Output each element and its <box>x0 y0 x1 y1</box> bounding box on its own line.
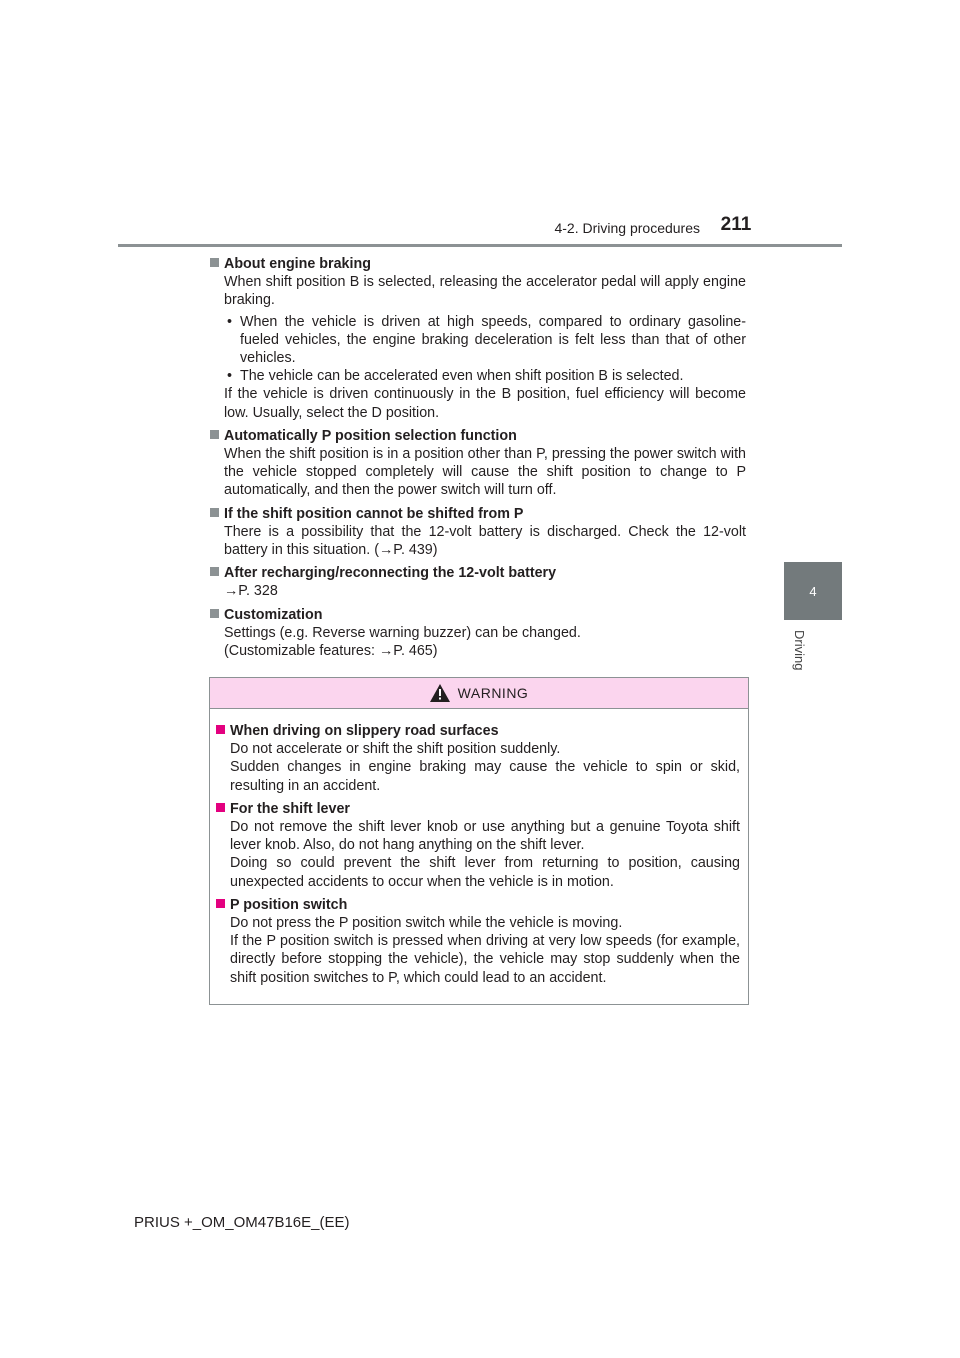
section-body <box>210 445 746 500</box>
square-bullet-icon <box>216 899 225 908</box>
warning-triangle-icon <box>430 684 450 702</box>
bullet-list <box>224 313 746 386</box>
section-cannot-shift <box>210 505 746 560</box>
square-bullet-icon <box>210 430 219 439</box>
paragraph: If the P position switch is pressed when driving at very low speeds (for example, directly before stopping the vehicle), the vehicle may stop suddenly when the shift position switches to P, which could lead to an accident. <box>230 933 740 986</box>
warning-heading: For the shift lever <box>216 800 740 818</box>
section-body <box>210 273 746 422</box>
page-reference-link[interactable]: →P. 328 <box>224 583 278 600</box>
bullet-dot-icon: • <box>227 313 233 330</box>
header-section-title: 4-2. Driving procedures <box>554 220 700 236</box>
warning-box <box>209 677 749 1005</box>
paragraph: Doing so could prevent the shift lever from returning to position, causing unexpected accidents to occur when the vehicle is in motion. <box>230 855 740 890</box>
footer-document-code: PRIUS +_OM_OM47B16E_(EE) <box>134 1214 350 1231</box>
section-engine-braking <box>210 255 746 422</box>
paragraph: Do not remove the shift lever knob or use anything but a genuine Toyota shift lever knob. Also, do not hang anything on the shift lever. <box>230 819 740 854</box>
warning-body <box>216 914 740 987</box>
square-bullet-icon <box>216 803 225 812</box>
section-heading: Automatically P position selection function <box>210 427 746 445</box>
section-body <box>210 624 746 660</box>
paragraph: If the vehicle is driven continuously in the B position, fuel efficiency will become low. Usually, select the D position. <box>224 386 746 421</box>
section-heading: Customization <box>210 606 746 624</box>
warning-content <box>210 709 748 987</box>
warning-heading: When driving on slippery road surfaces <box>216 722 740 740</box>
square-bullet-icon <box>210 508 219 517</box>
header-rule <box>118 244 842 247</box>
chapter-tab[interactable]: 4 <box>784 562 842 620</box>
section-recharging <box>210 564 746 600</box>
paragraph: When shift position B is selected, releasing the accelerator pedal will apply engine braking. <box>224 274 746 309</box>
warning-title: WARNING <box>457 685 529 701</box>
list-item: • The vehicle can be accelerated even when shift position B is selected. <box>227 368 684 385</box>
section-heading: If the shift position cannot be shifted from P <box>210 505 746 523</box>
paragraph: Settings (e.g. Reverse warning buzzer) can be changed. <box>224 624 581 641</box>
square-bullet-icon <box>210 567 219 576</box>
paragraph: (Customizable features: →P. 465) <box>224 643 438 660</box>
page-number: 211 <box>720 214 752 235</box>
warning-header <box>210 678 748 709</box>
section-customization <box>210 606 746 661</box>
bullet-dot-icon: • <box>227 368 233 385</box>
section-body <box>210 523 746 559</box>
paragraph: Do not accelerate or shift the shift position suddenly. <box>230 741 561 758</box>
warning-body <box>216 740 740 795</box>
warning-body <box>216 818 740 891</box>
chapter-name: Driving <box>792 630 807 671</box>
warning-heading: P position switch <box>216 896 740 914</box>
section-heading: After recharging/reconnecting the 12-volt battery <box>210 564 746 582</box>
section-heading: About engine braking <box>210 255 746 273</box>
paragraph: Do not press the P position switch while the vehicle is moving. <box>230 915 623 932</box>
square-bullet-icon <box>216 725 225 734</box>
square-bullet-icon <box>210 258 219 267</box>
warning-section-shift-lever <box>216 800 740 891</box>
paragraph: When the shift position is in a position other than P, pressing the power switch with the vehicle stopped completely will cause the shift position to change to P automatically, and then the power switch will turn off. <box>224 446 746 499</box>
main-content <box>210 255 746 665</box>
square-bullet-icon <box>210 609 219 618</box>
paragraph: There is a possibility that the 12-volt battery is discharged. Check the 12-volt battery in this situation. (→P. 439) <box>224 523 746 559</box>
section-body <box>210 582 746 600</box>
section-auto-p-position <box>210 427 746 500</box>
list-item: • When the vehicle is driven at high speeds, compared to ordinary gasoline-fueled vehicles, the engine braking deceleration is felt less than that of other vehicles. <box>227 313 746 367</box>
warning-section-p-switch <box>216 896 740 987</box>
paragraph: Sudden changes in engine braking may cause the vehicle to spin or skid, resulting in an accident. <box>230 759 740 794</box>
warning-section-slippery <box>216 722 740 795</box>
